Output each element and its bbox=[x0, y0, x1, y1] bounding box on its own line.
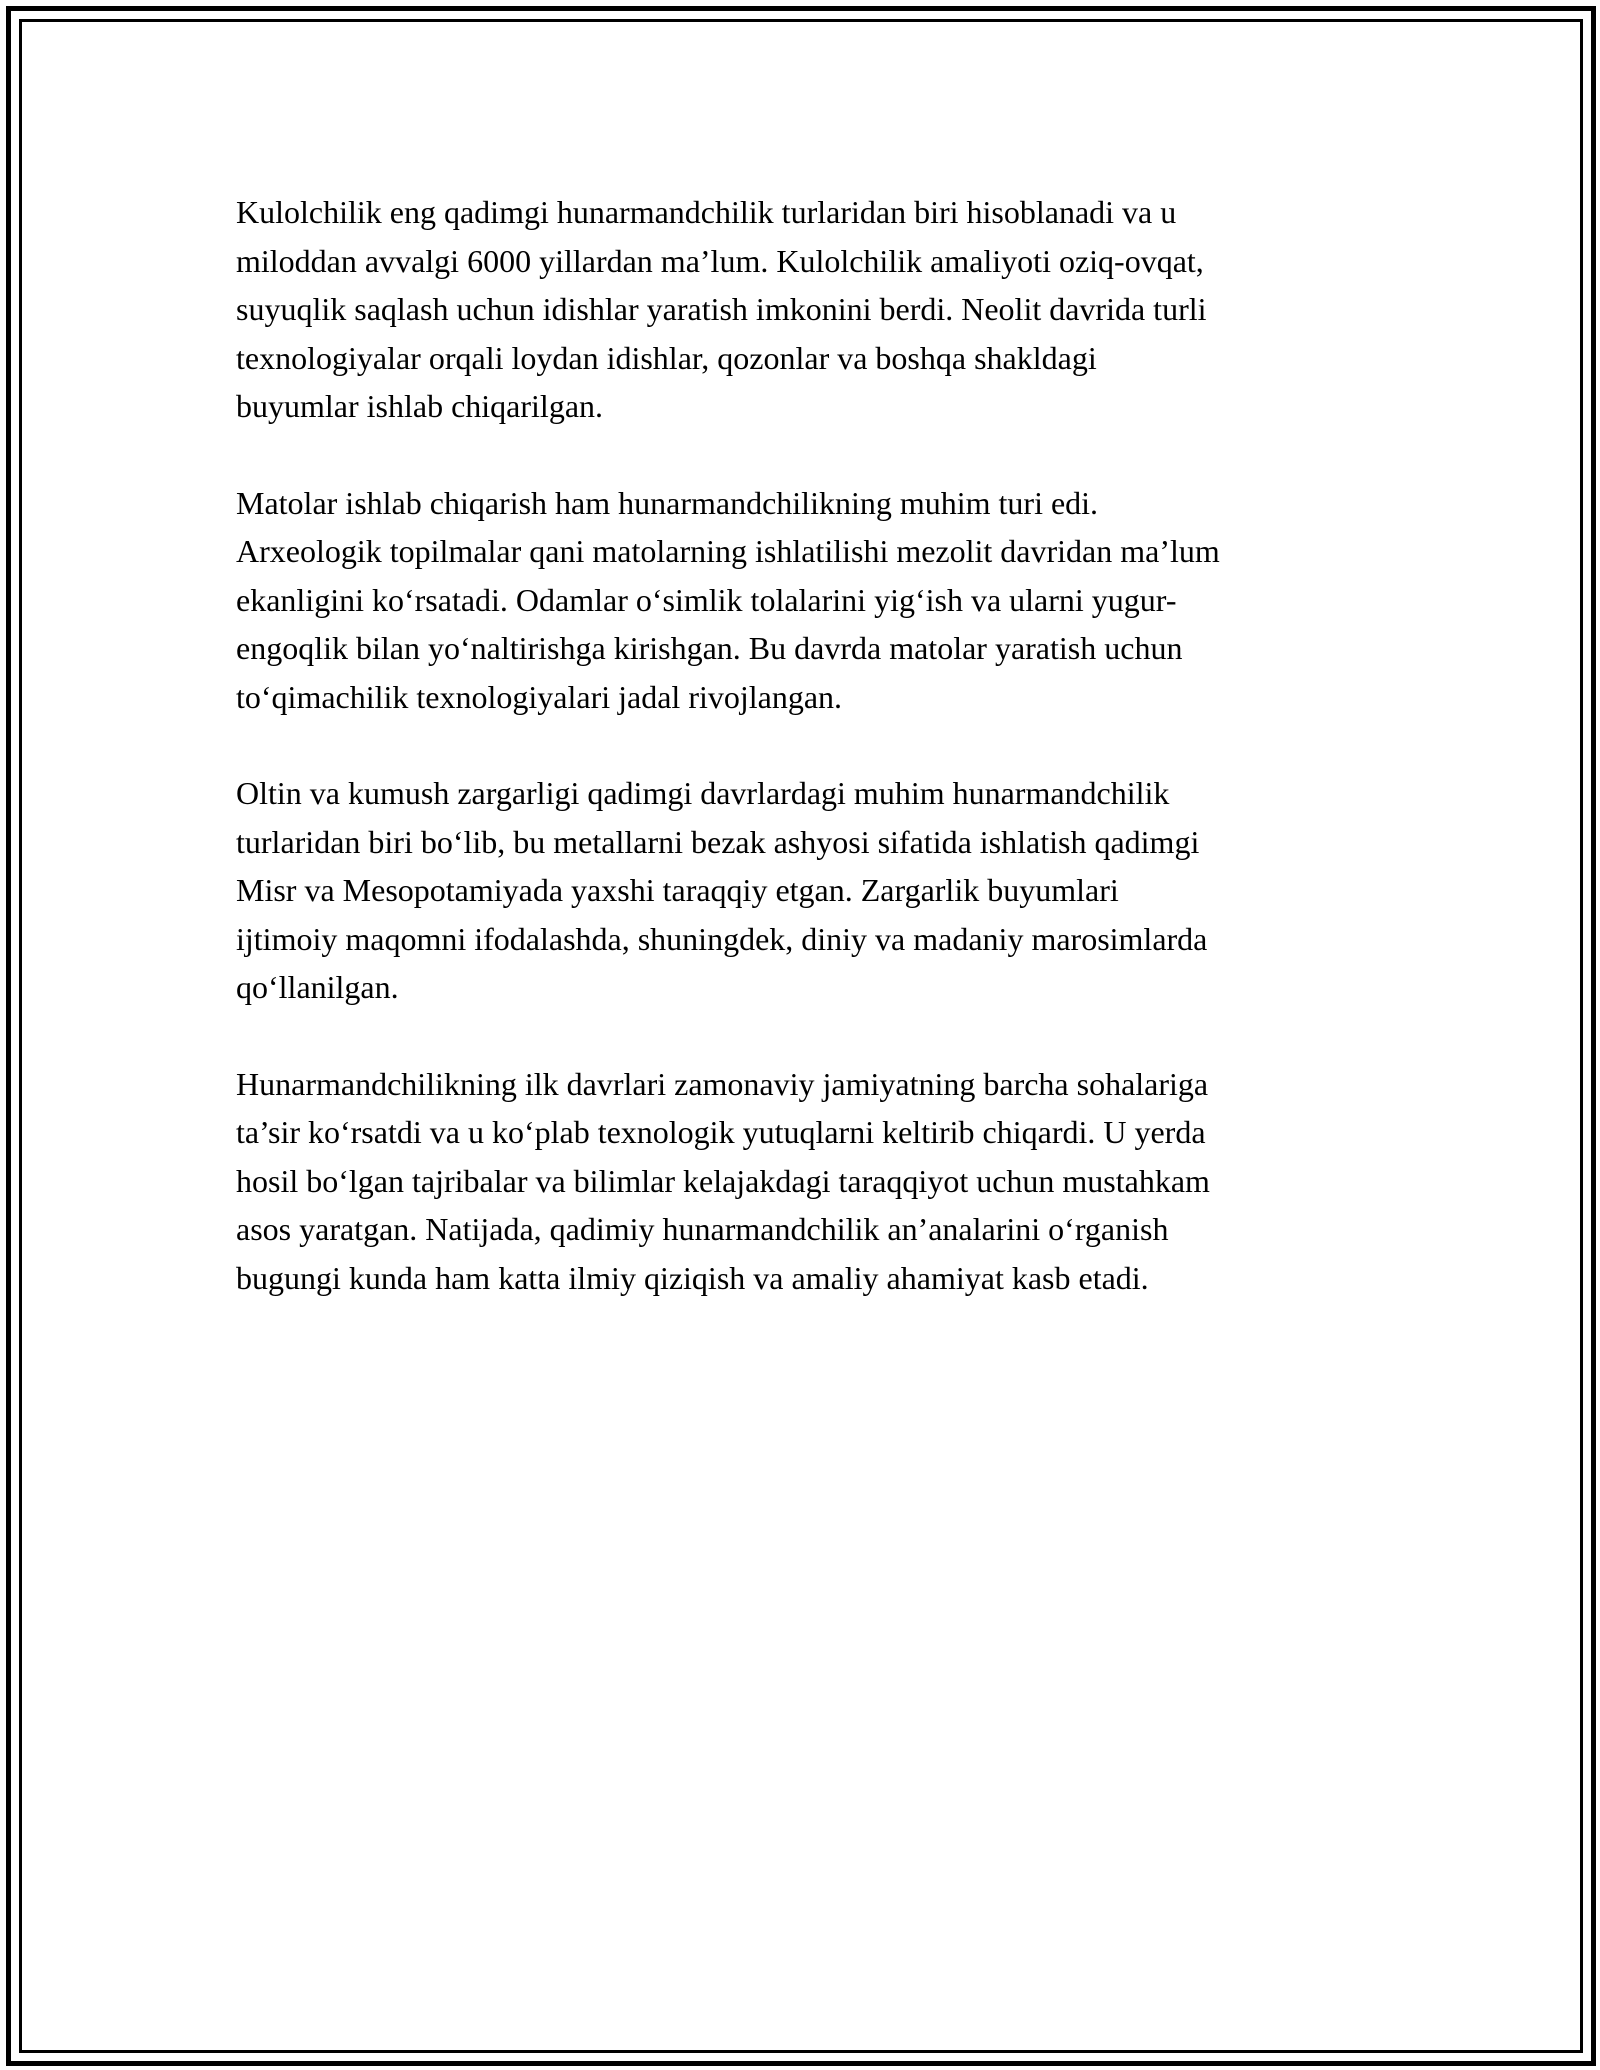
paragraph-jewelry bbox=[236, 769, 1366, 1012]
text-line: Matolar ishlab chiqarish ham hunarmandchilikning muhim turi edi. bbox=[236, 484, 1099, 521]
paragraph-textiles bbox=[236, 479, 1366, 722]
text-line: engoqlik bilan yo‘naltirishga kirishgan. Bu davrda matolar yaratish uchun bbox=[236, 630, 1183, 666]
text-line: ijtimoiy maqomni ifodalashda, shuningdek, diniy va madaniy marosimlarda bbox=[236, 920, 1208, 957]
text-line: to‘qimachilik texnologiyalari jadal rivojlangan. bbox=[236, 678, 843, 715]
text-line: suyuqlik saqlash uchun idishlar yaratish imkonini berdi. Neolit davrida turli bbox=[236, 291, 1207, 327]
text-line: ekanligini ko‘rsatadi. Odamlar o‘simlik tolalarini yig‘ish va ularni yugur- bbox=[236, 581, 1177, 618]
text-line: turlaridan biri bo‘lib, bu metallarni bezak ashyosi sifatida ishlatish qadimgi bbox=[236, 823, 1200, 860]
text-line: Misr va Mesopotamiyada yaxshi taraqqiy etgan. Zargarlik buyumlari bbox=[236, 872, 1119, 908]
text-line: bugungi kunda ham katta ilmiy qiziqish va amaliy ahamiyat kasb etadi. bbox=[236, 1259, 1149, 1296]
text-line: Oltin va kumush zargarligi qadimgi davrlardagi muhim hunarmandchilik bbox=[236, 775, 1170, 811]
text-line: Hunarmandchilikning ilk davrlari zamonaviy jamiyatning barcha sohalariga bbox=[236, 1065, 1209, 1102]
text-line: asos yaratgan. Natijada, qadimiy hunarmandchilik an’analarini o‘rganish bbox=[236, 1211, 1169, 1247]
text-line: Arxeologik topilmalar qani matolarning ishlatilishi mezolit davridan ma’lum bbox=[236, 533, 1220, 569]
text-line: buyumlar ishlab chiqarilgan. bbox=[236, 388, 604, 424]
text-line: ta’sir ko‘rsatdi va u ko‘plab texnologik yutuqlarni keltirib chiqardi. U yerda bbox=[236, 1114, 1206, 1150]
text-line: Kulolchilik eng qadimgi hunarmandchilik turlaridan biri hisoblanadi va u bbox=[236, 194, 1177, 230]
document-body bbox=[236, 188, 1366, 1350]
paragraph-pottery bbox=[236, 188, 1366, 431]
paragraph-conclusion bbox=[236, 1060, 1366, 1303]
text-line: miloddan avvalgi 6000 yillardan ma’lum. Kulolchilik amaliyoti oziq-ovqat, bbox=[236, 242, 1204, 279]
text-line: texnologiyalar orqali loydan idishlar, qozonlar va boshqa shakldagi bbox=[236, 339, 1097, 376]
text-line: qo‘llanilgan. bbox=[236, 969, 399, 1005]
text-line: hosil bo‘lgan tajribalar va bilimlar kelajakdagi taraqqiyot uchun mustahkam bbox=[236, 1162, 1210, 1199]
